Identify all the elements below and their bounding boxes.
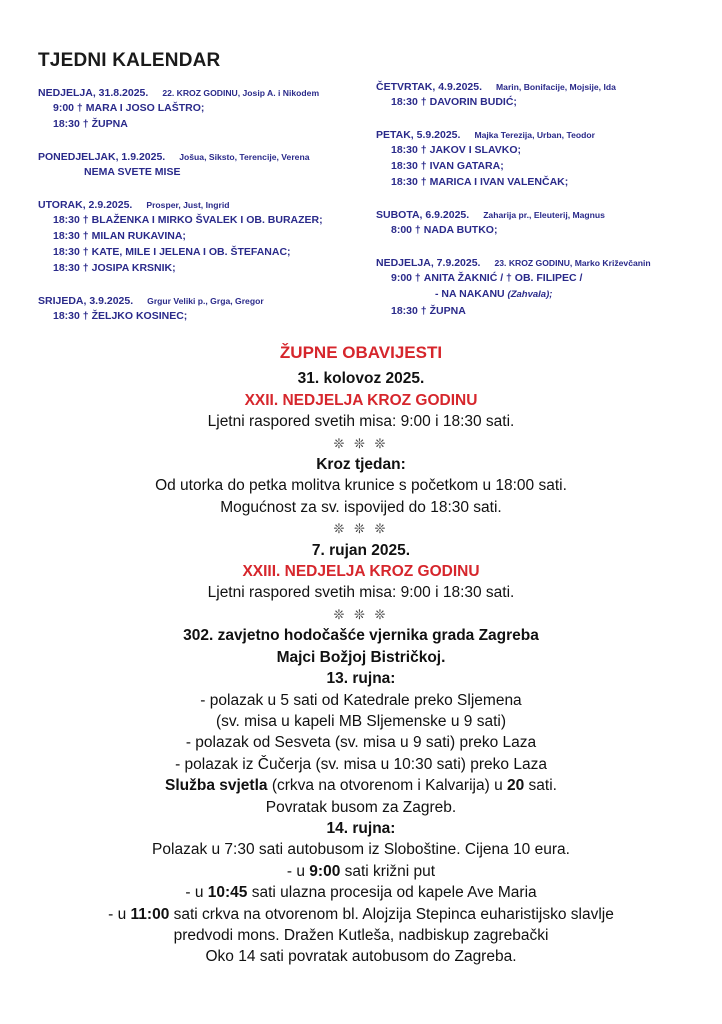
notice-date-2: 7. rujan 2025. [311,541,411,559]
notice-sunday-2: XXIII. NEDJELJA KROZ GODINU [242,563,480,581]
mass-intention: ŽUPNA [429,305,466,317]
mass-intention: ŽELJKO KOSINEC; [91,310,188,322]
separator-stars: ❊ ❊ ❊ [333,435,389,451]
calendar-day [376,128,716,190]
calendar-date: SUBOTA, 6.9.2025. [376,209,470,221]
mass-entry [376,286,716,303]
mass-entry [38,244,378,260]
calendar-saints: Zaharija pr., Eleuterij, Magnus [483,210,605,220]
mass-entry [38,164,378,180]
separator-stars: ❊ ❊ ❊ [333,521,389,537]
mass-intention: BLAŽENKA I MIRKO ŠVALEK I OB. BURAZER; [91,214,323,226]
notice-schedule-1: Ljetni raspored svetih misa: 9:00 i 18:30 sati. [207,413,515,431]
light-service-time: 20 [507,777,525,795]
notice-date-1: 31. kolovoz 2025. [297,370,425,388]
mass-entry [38,116,378,132]
notice-line [0,882,722,903]
calendar-date: UTORAK, 2.9.2025. [38,199,133,211]
calendar-day-header [376,256,716,270]
mass-time: 18:30 † [391,96,427,108]
mass-intention: MARA I JOSO LAŠTRO; [85,102,205,114]
mass-entry [376,142,716,158]
mass-intention: NEMA SVETE MISE [84,166,181,178]
notice-text: - u [108,905,131,923]
calendar-date: PONEDJELJAK, 1.9.2025. [38,151,166,163]
mass-time: 18:30 † [53,214,89,226]
light-service-label: Služba svjetla [165,777,268,795]
mass-note: (Zahvala); [507,289,553,300]
mass-intention: MILAN RUKAVINA; [91,230,186,242]
notice-pilgrimage-title: 302. zavjetno hodočašće vjernika grada Zagreba [183,627,539,645]
calendar-day-header [38,86,378,100]
mass-intention: - NA NAKANU [435,288,505,300]
mass-entry [376,303,716,319]
notice-line: - polazak od Sesveta (sv. misa u 9 sati) preko Laza [185,734,537,752]
notice-day-14: 14. rujna: [326,819,396,837]
notice-line: (sv. misa u kapeli MB Sljemenske u 9 sati) [215,712,506,730]
mass-time: 18:30 † [391,144,427,156]
light-service-text: (crkva na otvorenom i Kalvarija) u [267,777,507,795]
mass-time: 18:30 † [391,160,427,172]
calendar-left-column [38,86,378,342]
calendar-day [38,294,378,324]
notice-line: Povratak busom za Zagreb. [265,798,457,816]
mass-time: 8:00 † [391,224,421,236]
mass-entry [376,174,716,190]
mass-entry [38,308,378,324]
mass-intention: ŽUPNA [91,118,128,130]
notice-line: - polazak iz Čučerja (sv. misa u 10:30 sati) preko Laza [175,755,547,773]
calendar-right-column [376,80,716,337]
mass-intention: IVAN GATARA; [429,160,504,172]
notice-sunday-1: XXII. NEDJELJA KROZ GODINU [244,391,478,409]
calendar-date: SRIJEDA, 3.9.2025. [38,295,134,307]
calendar-day [376,80,716,110]
calendar-saints: Grgur Veliki p., Grga, Gregor [147,296,264,306]
mass-intention: MARICA I IVAN VALENČAK; [429,176,569,188]
notice-line: predvodi mons. Dražen Kutleša, nadbiskup zagrebački [173,926,549,944]
notice-week-line: Mogućnost za sv. ispovijed do 18:30 sati. [220,498,502,516]
calendar-day-header [376,208,716,222]
notice-text: sati crkva na otvorenom bl. Alojzija Stepinca euharistijsko slavlje [169,905,614,923]
mass-time: 18:30 † [53,310,89,322]
notice-pilgrimage-subtitle: Majci Božjoj Bistričkoj. [276,648,446,666]
mass-intention: KATE, MILE I JELENA I OB. ŠTEFANAC; [91,246,291,258]
calendar-day-header [38,150,378,164]
notice-week-heading: Kroz tjedan: [316,456,406,474]
mass-entry [376,270,716,286]
notice-time: 10:45 [207,884,248,902]
calendar-saints: Marin, Bonifacije, Mojsije, Ida [496,82,616,92]
notice-time: 9:00 [309,862,341,880]
mass-entry [376,94,716,110]
notice-text: - u [185,884,208,902]
mass-entry [376,158,716,174]
light-service-text: sati. [524,777,557,795]
calendar-day-header [376,80,716,94]
calendar-date: PETAK, 5.9.2025. [376,129,461,141]
calendar-saints: Majka Terezija, Urban, Teodor [474,130,595,140]
mass-entry [38,100,378,116]
calendar-saints: 22. KROZ GODINU, Josip A. i Nikodem [162,88,320,98]
calendar-date: ČETVRTAK, 4.9.2025. [376,81,483,93]
mass-entry [38,260,378,276]
calendar-day-header [38,294,378,308]
notice-text: sati križni put [340,862,436,880]
mass-time: 18:30 † [53,246,89,258]
calendar-day-header [38,198,378,212]
calendar-saints: Jošua, Siksto, Terencije, Verena [179,152,310,162]
parish-notices [0,342,722,968]
mass-entry [38,212,378,228]
notice-text: sati ulazna procesija od kapele Ave Maria [247,884,537,902]
mass-time: 18:30 † [391,305,427,317]
notice-day-13: 13. rujna: [326,670,396,688]
notice-line: - polazak u 5 sati od Katedrale preko Sljemena [200,691,522,709]
notice-line [0,861,722,882]
calendar-day [38,86,378,132]
mass-entry [376,222,716,238]
separator-stars: ❊ ❊ ❊ [333,606,389,622]
mass-time: 9:00 † [391,272,421,284]
mass-intention: NADA BUTKO; [423,224,498,236]
calendar-date: NEDJELJA, 7.9.2025. [376,257,481,269]
calendar-day [376,208,716,238]
notice-schedule-2: Ljetni raspored svetih misa: 9:00 i 18:30 sati. [207,584,515,602]
calendar-date: NEDJELJA, 31.8.2025. [38,87,149,99]
calendar-day [376,256,716,319]
notice-text: - u [286,862,310,880]
mass-intention: JOSIPA KRSNIK; [91,262,176,274]
mass-intention: ANITA ŽAKNIĆ / † OB. FILIPEC / [423,272,583,284]
notice-line: Oko 14 sati povratak autobusom do Zagreba. [205,948,517,966]
notice-time: 11:00 [130,905,170,923]
notice-week-line: Od utorka do petka molitva krunice s početkom u 18:00 sati. [155,477,567,495]
calendar-day [38,198,378,276]
calendar-day-header [376,128,716,142]
notice-light-service [0,775,722,796]
notice-line [0,904,722,925]
mass-time: 18:30 † [53,230,89,242]
mass-time: 18:30 † [53,118,89,130]
mass-time: 18:30 † [391,176,427,188]
calendar-day [38,150,378,180]
mass-entry [38,228,378,244]
calendar-saints: Prosper, Just, Ingrid [146,200,230,210]
calendar-saints: 23. KROZ GODINU, Marko Križevčanin [494,258,651,268]
mass-time: 9:00 † [53,102,83,114]
mass-intention: DAVORIN BUDIĆ; [429,96,517,108]
notices-heading: ŽUPNE OBAVIJESTI [279,343,443,362]
notice-line: Polazak u 7:30 sati autobusom iz Sloboštine. Cijena 10 eura. [152,841,570,859]
mass-intention: JAKOV I SLAVKO; [429,144,522,156]
mass-time: 18:30 † [53,262,89,274]
calendar-title: TJEDNI KALENDAR [38,50,221,71]
